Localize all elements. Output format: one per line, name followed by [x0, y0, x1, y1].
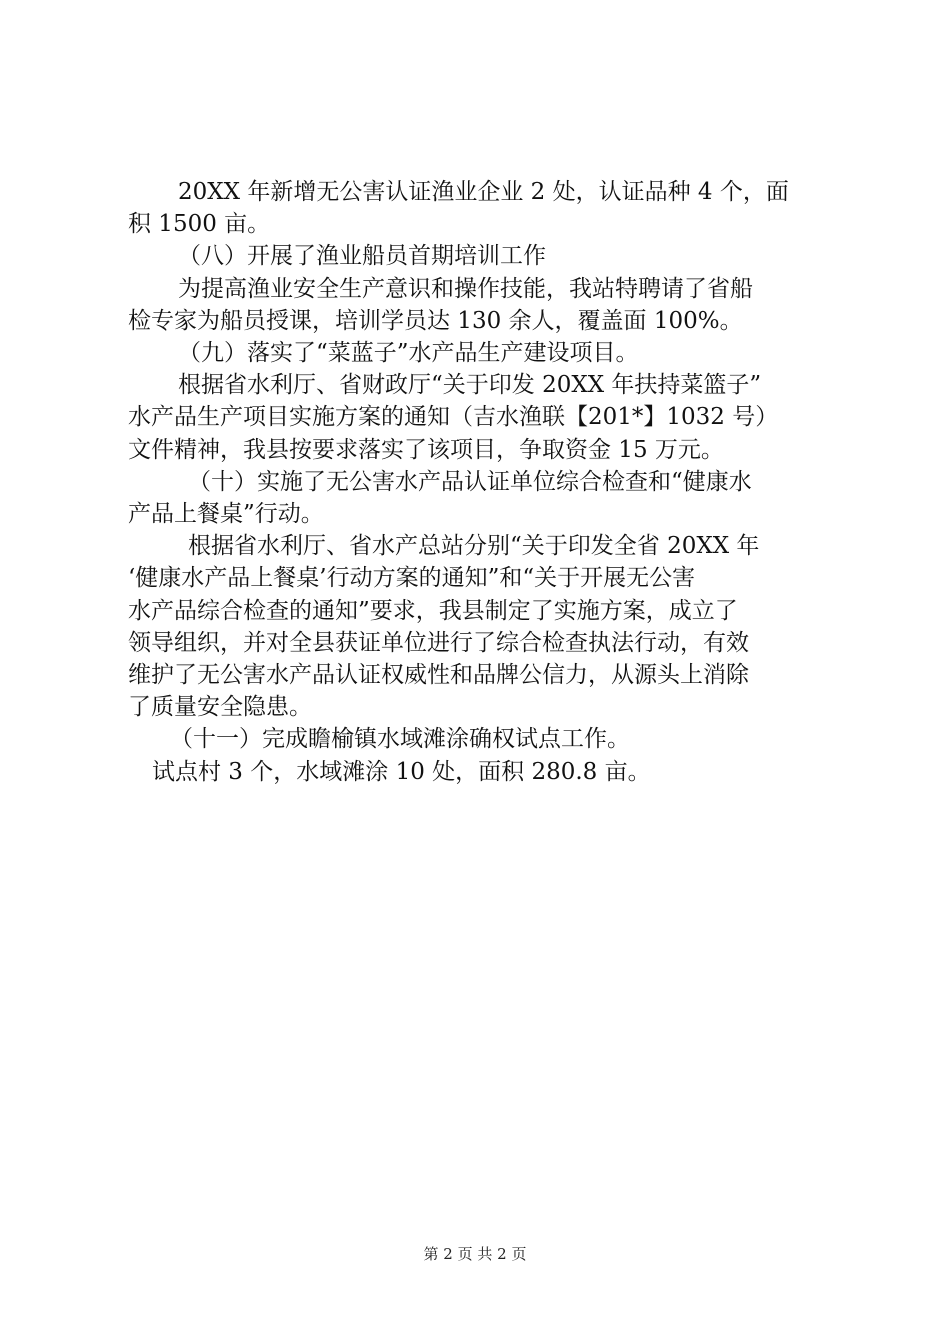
paragraph-line: 水产品生产项目实施方案的通知（吉水渔联【201*】1032 号）	[128, 404, 779, 431]
section-heading: （八）开展了渔业船员首期培训工作	[178, 243, 546, 270]
section-heading: （十）实施了无公害水产品认证单位综合检查和“健康水	[188, 468, 752, 495]
paragraph-line: 检专家为船员授课，培训学员达 130 余人，覆盖面 100%。	[128, 307, 743, 334]
paragraph-line: 了质量安全隐患。	[128, 694, 312, 721]
paragraph-line: 试点村 3 个，水域滩涂 10 处，面积 280.8 亩。	[152, 758, 651, 785]
paragraph-line: 文件精神，我县按要求落实了该项目，争取资金 15 万元。	[128, 436, 724, 463]
section-heading: （九）落实了“菜蓝子”水产品生产建设项目。	[178, 340, 639, 367]
paragraph-line: ‘健康水产品上餐桌’行动方案的通知”和“关于开展无公害	[128, 565, 696, 592]
paragraph-line: 维护了无公害水产品认证权威性和品牌公信力，从源头上消除	[128, 662, 749, 689]
document-body	[128, 176, 840, 788]
paragraph-line: 为提高渔业安全生产意识和操作技能，我站特聘请了省船	[178, 275, 753, 302]
section-heading: 产品上餐桌”行动。	[128, 501, 324, 528]
paragraph-line: 积 1500 亩。	[128, 211, 271, 238]
paragraph-line: 领导组织，并对全县获证单位进行了综合检查执法行动，有效	[128, 629, 749, 656]
paragraph-line: 水产品综合检查的通知”要求，我县制定了实施方案，成立了	[128, 597, 738, 624]
section-heading: （十一）完成瞻榆镇水域滩涂确权试点工作。	[170, 726, 630, 753]
paragraph-line: 根据省水利厅、省财政厅“关于印发 20XX 年扶持菜篮子”	[178, 372, 762, 399]
paragraph-line: 根据省水利厅、省水产总站分别“关于印发全省 20XX 年	[188, 533, 760, 560]
paragraph-line: 20XX 年新增无公害认证渔业企业 2 处，认证品种 4 个，面	[178, 179, 789, 205]
page-footer: 第 2 页 共 2 页	[423, 1245, 527, 1263]
